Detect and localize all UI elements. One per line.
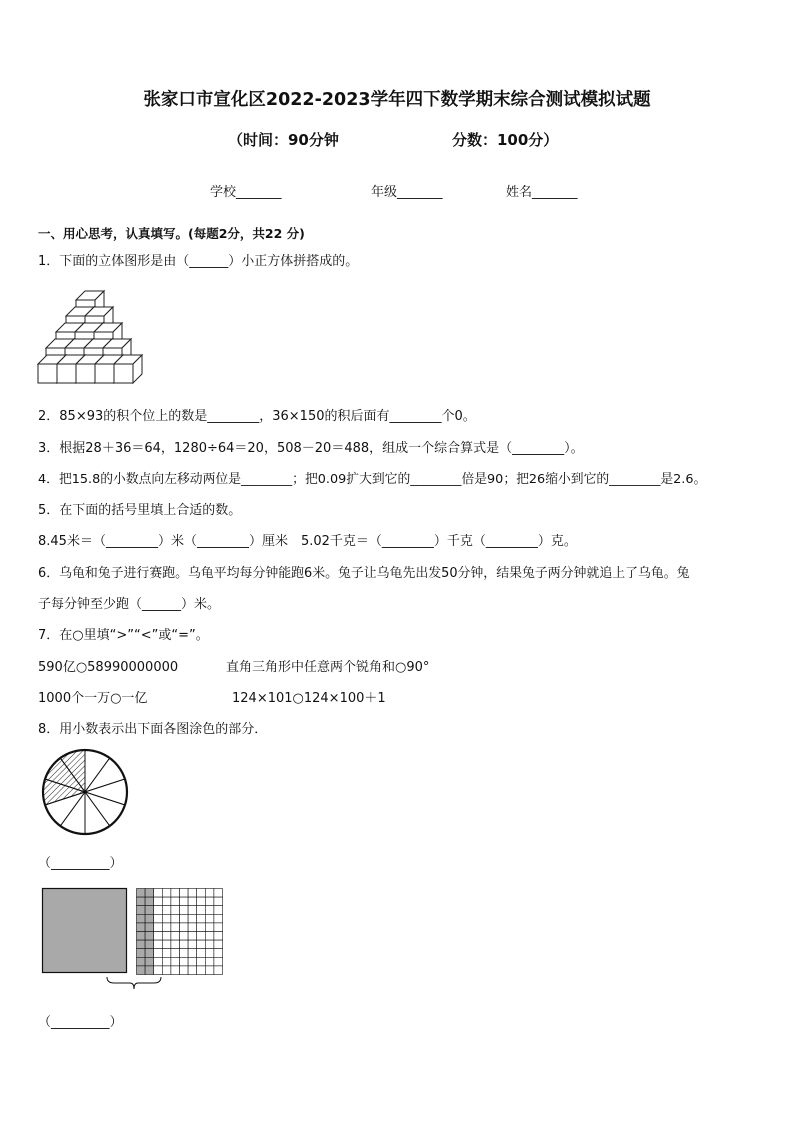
answer-blank-1[interactable]: （_________） bbox=[38, 856, 123, 871]
grid-cell bbox=[205, 940, 214, 949]
grid-cell bbox=[137, 957, 146, 966]
grid-cell bbox=[137, 940, 146, 949]
grid-cell bbox=[171, 889, 180, 898]
grid-cell bbox=[214, 897, 223, 906]
grid-cell bbox=[214, 966, 223, 975]
grid-cell bbox=[188, 957, 197, 966]
grid-cell bbox=[154, 932, 163, 941]
grid-cell bbox=[145, 889, 154, 898]
grid-cell bbox=[137, 966, 146, 975]
grid-cell bbox=[162, 914, 171, 923]
grid-cell bbox=[180, 940, 189, 949]
grid-cell bbox=[162, 923, 171, 932]
grid-cell bbox=[162, 966, 171, 975]
grid-cell bbox=[214, 957, 223, 966]
grid-cell bbox=[188, 940, 197, 949]
grid-cell bbox=[171, 940, 180, 949]
grid-cell bbox=[180, 914, 189, 923]
grid-cell bbox=[145, 932, 154, 941]
answer-blank-2[interactable]: （_________） bbox=[38, 1015, 123, 1030]
grid-cell bbox=[145, 949, 154, 958]
grid-cell bbox=[197, 949, 206, 958]
question-7b: 直角三角形中任意两个锐角和○90° bbox=[226, 660, 430, 675]
grid-cell bbox=[154, 897, 163, 906]
grid-cell bbox=[137, 923, 146, 932]
grid-cell bbox=[205, 923, 214, 932]
grid-cell bbox=[154, 889, 163, 898]
brace-marker bbox=[106, 976, 162, 990]
section-heading: 一、用心思考，认真填写。(每题2分，共22 分) bbox=[38, 226, 305, 241]
grid-cell bbox=[180, 966, 189, 975]
grid-cell bbox=[188, 932, 197, 941]
grid-cell bbox=[145, 966, 154, 975]
grid-cell bbox=[137, 889, 146, 898]
grid-cell bbox=[137, 897, 146, 906]
hundred-grid-figure bbox=[136, 888, 224, 974]
grid-cell bbox=[154, 940, 163, 949]
grid-cell bbox=[188, 966, 197, 975]
school-field[interactable]: 学校_______ bbox=[210, 185, 282, 200]
grid-cell bbox=[197, 906, 206, 915]
grid-cell bbox=[188, 949, 197, 958]
grid-cell bbox=[205, 966, 214, 975]
grid-cell bbox=[137, 932, 146, 941]
cube bbox=[114, 355, 142, 383]
grid-cell bbox=[171, 949, 180, 958]
grid-cell bbox=[180, 932, 189, 941]
grid-cell bbox=[171, 906, 180, 915]
question-5: 5．在下面的括号里填上合适的数。 bbox=[38, 503, 242, 518]
question-7: 7．在○里填“>”“<”或“=”。 bbox=[38, 628, 209, 643]
question-5-items: 8.45米＝（________）米（________）厘米 5.02千克＝（________）千克（________）克。 bbox=[38, 534, 577, 549]
grid-cell bbox=[197, 923, 206, 932]
grid-cell bbox=[180, 897, 189, 906]
grid-cell bbox=[137, 949, 146, 958]
question-6-line1: 6．乌龟和兔子进行赛跑。乌龟平均每分钟能跑6米。兔子让乌龟先出发50分钟，结果兔子两分钟就追上了乌龟。兔 bbox=[38, 566, 690, 581]
grid-cell bbox=[180, 906, 189, 915]
grid-cell bbox=[197, 932, 206, 941]
question-8: 8．用小数表示出下面各图涂色的部分． bbox=[38, 722, 268, 737]
grid-cell bbox=[171, 957, 180, 966]
exam-time: （时间：90分钟 bbox=[228, 131, 339, 149]
grid-cell bbox=[197, 940, 206, 949]
cube-stack-figure bbox=[36, 288, 160, 388]
grid-cell bbox=[154, 957, 163, 966]
grid-cell bbox=[171, 914, 180, 923]
grid-cell bbox=[145, 940, 154, 949]
grid-cell bbox=[180, 949, 189, 958]
grid-cell bbox=[214, 949, 223, 958]
grid-cell bbox=[205, 914, 214, 923]
grid-cell bbox=[145, 957, 154, 966]
grid-cell bbox=[137, 914, 146, 923]
grid-cell bbox=[205, 949, 214, 958]
grid-cell bbox=[197, 966, 206, 975]
grid-cell bbox=[205, 897, 214, 906]
grid-cell bbox=[145, 914, 154, 923]
grid-cell bbox=[145, 906, 154, 915]
grid-cell bbox=[154, 923, 163, 932]
grid-cell bbox=[171, 966, 180, 975]
grid-cell bbox=[214, 940, 223, 949]
grid-cell bbox=[162, 957, 171, 966]
grid-cell bbox=[188, 923, 197, 932]
grid-cell bbox=[162, 940, 171, 949]
grid-cell bbox=[197, 914, 206, 923]
grid-cell bbox=[205, 906, 214, 915]
grid-cell bbox=[197, 897, 206, 906]
grid-cell bbox=[214, 932, 223, 941]
grid-cell bbox=[214, 914, 223, 923]
question-2: 2．85×93的积个位上的数是________，36×150的积后面有________个0。 bbox=[38, 409, 476, 424]
page-title: 张家口市宣化区2022-2023学年四下数学期末综合测试模拟试题 bbox=[143, 90, 651, 110]
shaded-square-figure bbox=[42, 888, 128, 974]
grid-cell bbox=[197, 889, 206, 898]
shaded-circle-figure bbox=[40, 748, 130, 836]
grid-cell bbox=[214, 923, 223, 932]
exam-score: 分数：100分） bbox=[452, 131, 559, 149]
grid-cell bbox=[205, 889, 214, 898]
grid-cell bbox=[154, 949, 163, 958]
grid-cell bbox=[188, 889, 197, 898]
grid-cell bbox=[154, 906, 163, 915]
grid-cell bbox=[171, 897, 180, 906]
grid-cell bbox=[180, 957, 189, 966]
grid-cell bbox=[154, 914, 163, 923]
grid-cell bbox=[188, 914, 197, 923]
grid-cell bbox=[180, 923, 189, 932]
grid-cell bbox=[162, 889, 171, 898]
grid-cell bbox=[205, 932, 214, 941]
grid-cell bbox=[162, 897, 171, 906]
grid-cell bbox=[171, 923, 180, 932]
question-6-line2: 子每分钟至少跑（______）米。 bbox=[38, 597, 221, 612]
question-4: 4．把15.8的小数点向左移动两位是________；把0.09扩大到它的________倍是90；把26缩小到它的________是2.6。 bbox=[38, 472, 707, 487]
grid-cell bbox=[214, 889, 223, 898]
grid-cell bbox=[162, 906, 171, 915]
grid-cell bbox=[154, 966, 163, 975]
grid-cell bbox=[162, 932, 171, 941]
grid-cell bbox=[188, 906, 197, 915]
question-7c: 1000个一万○一亿 bbox=[38, 691, 148, 706]
question-7a: 590亿○58990000000 bbox=[38, 660, 179, 675]
grid-cell bbox=[205, 957, 214, 966]
grid-cell bbox=[188, 897, 197, 906]
grid-cell bbox=[197, 957, 206, 966]
grid-cell bbox=[214, 906, 223, 915]
question-7d: 124×101○124×100＋1 bbox=[232, 691, 386, 706]
grid-cell bbox=[171, 932, 180, 941]
question-3: 3．根据28＋36＝64，1280÷64＝20，508－20＝488，组成一个综合算式是（________）。 bbox=[38, 441, 584, 456]
grid-cell bbox=[180, 889, 189, 898]
grid-cell bbox=[162, 949, 171, 958]
grid-cell bbox=[145, 897, 154, 906]
name-field[interactable]: 姓名_______ bbox=[506, 185, 578, 200]
grid-cell bbox=[145, 923, 154, 932]
grade-field[interactable]: 年级_______ bbox=[371, 185, 443, 200]
question-1: 1．下面的立体图形是由（______）小正方体拼搭成的。 bbox=[38, 254, 359, 269]
grid-cell bbox=[137, 906, 146, 915]
